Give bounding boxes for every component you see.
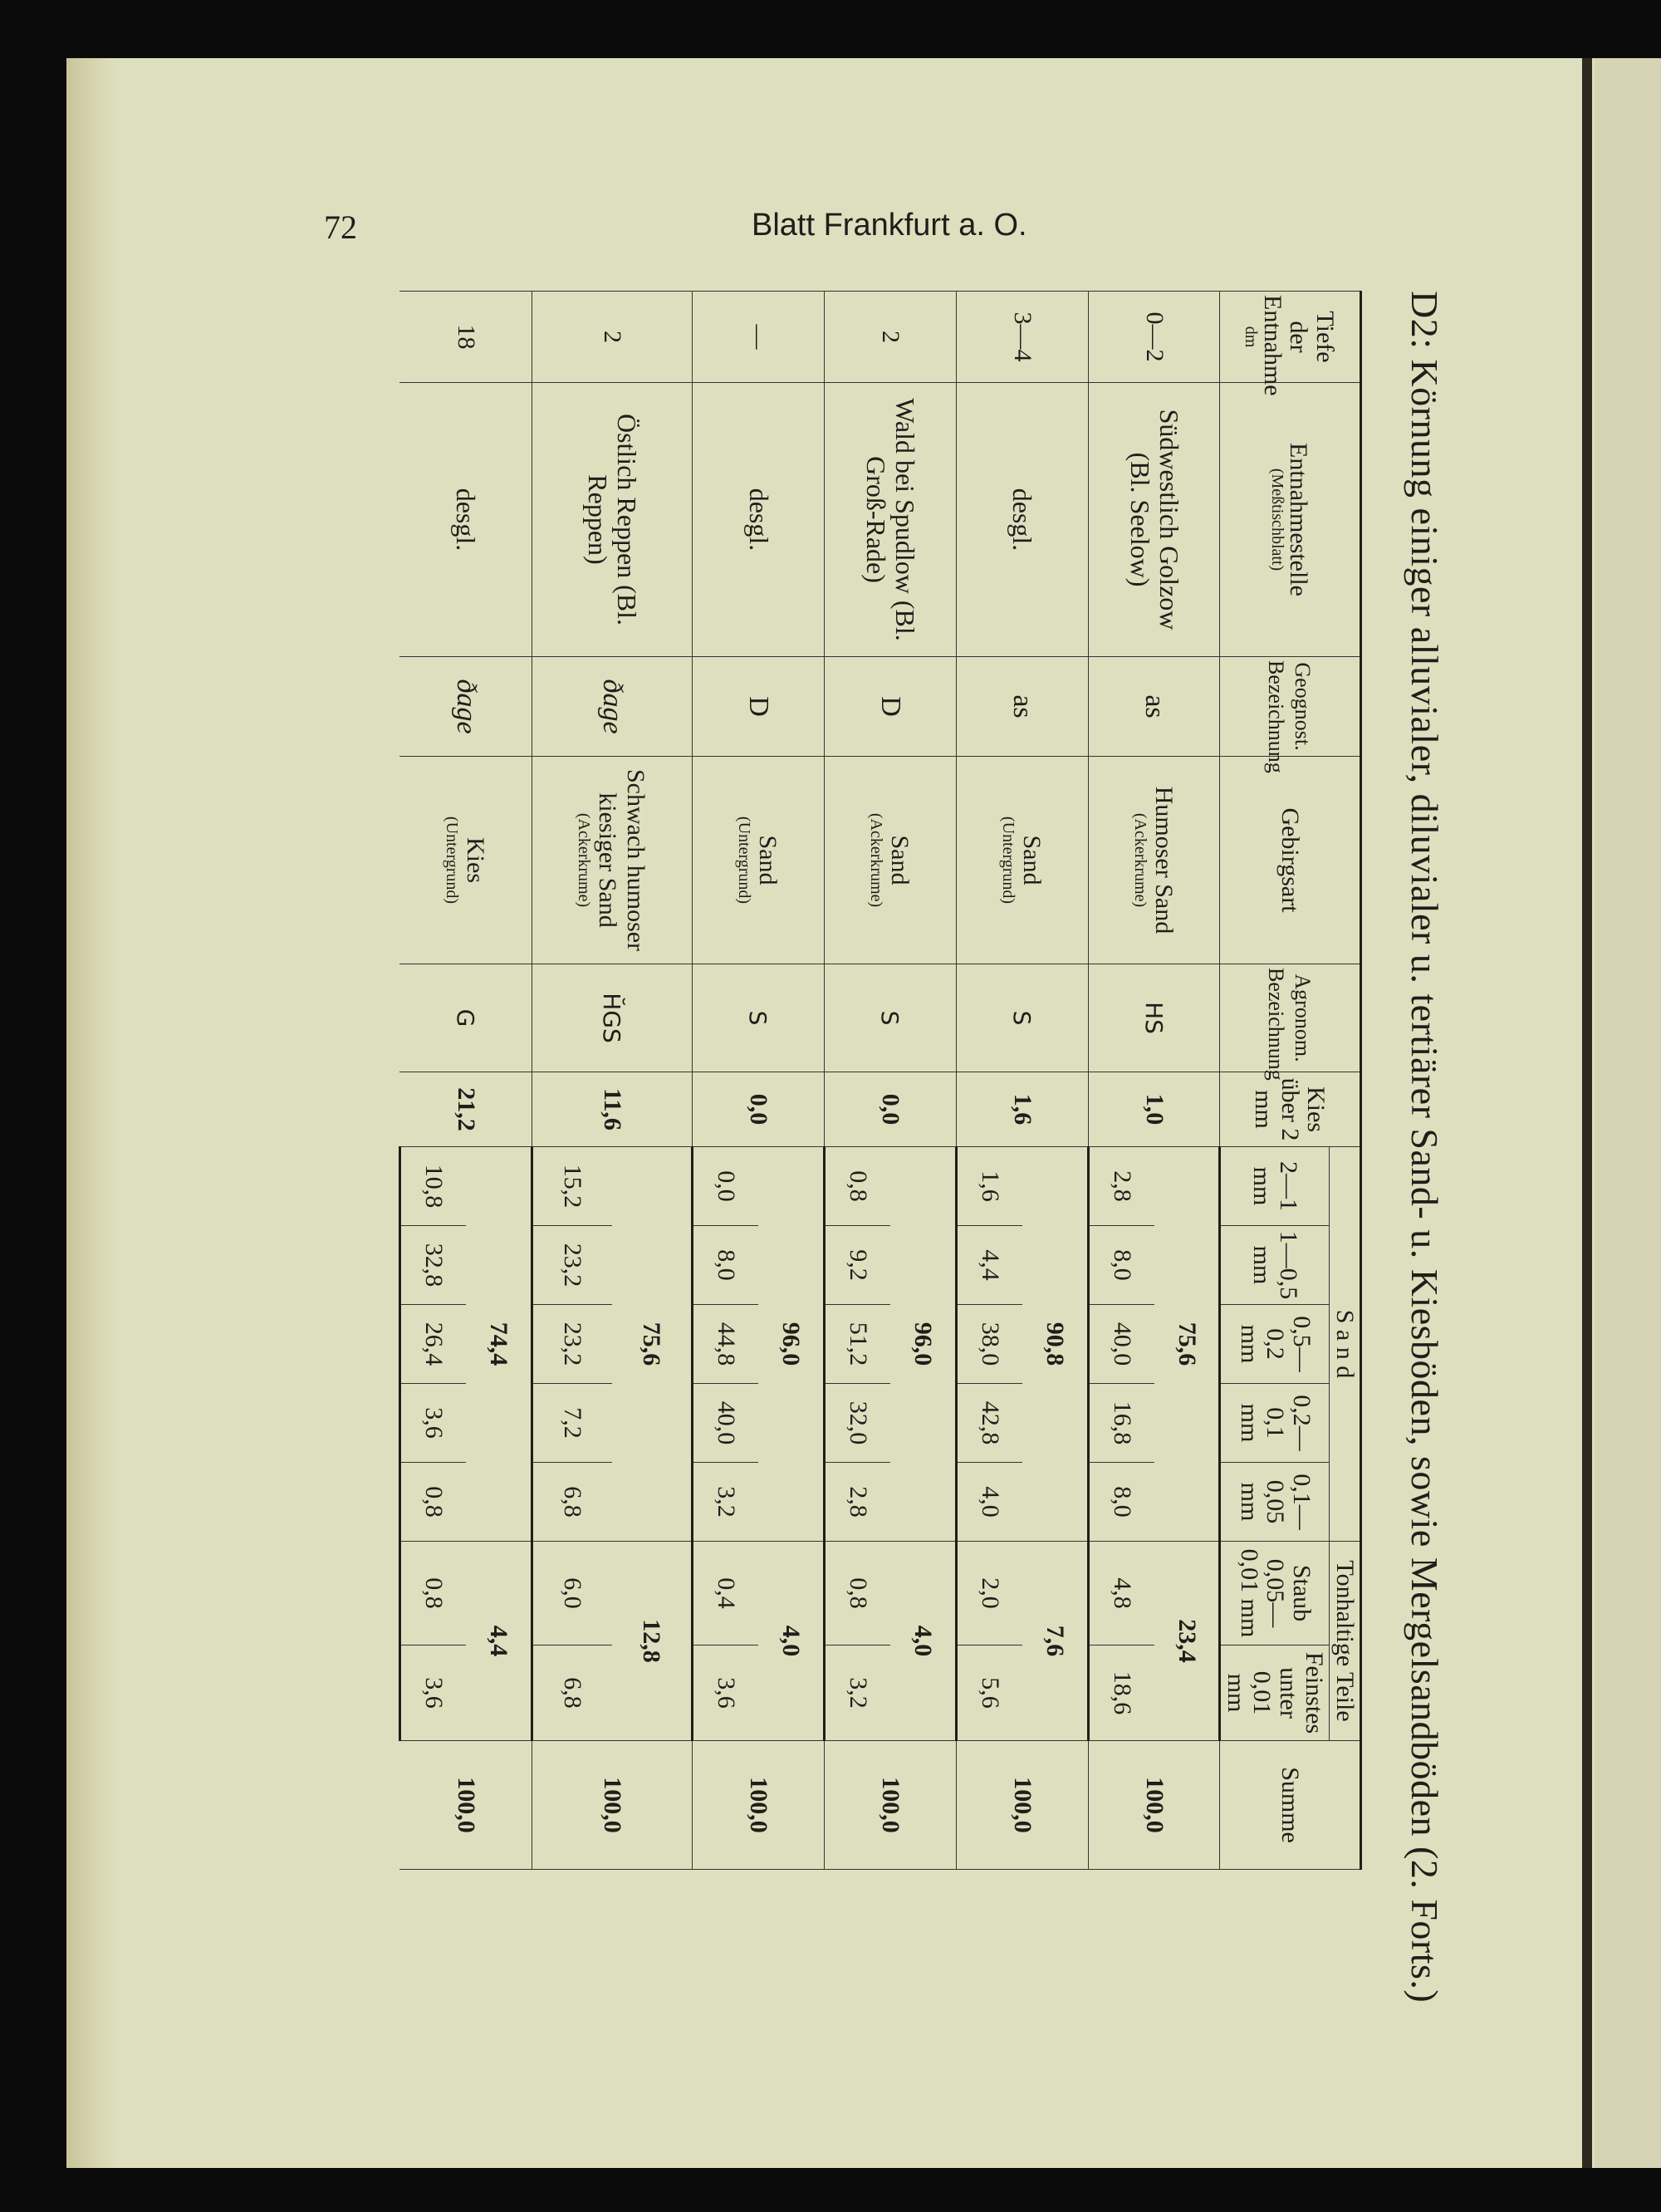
sand-cell: 51,2 (824, 1305, 889, 1384)
location-cell: Östlich Reppen (Bl. Reppen) (532, 383, 692, 657)
clay-total-cell: 4,0 (890, 1542, 956, 1741)
rock-cell: Kies (Untergrund) (400, 757, 532, 964)
location-cell: desgl. (693, 383, 825, 657)
sand-cell: 2,8 (1088, 1147, 1154, 1226)
geognost-cell: ðage (400, 657, 532, 757)
sand-cell: 3,2 (693, 1463, 758, 1542)
header-depth: Tiefe der Entnahme dm (1220, 292, 1361, 383)
sand-cell: 8,0 (1088, 1226, 1154, 1305)
rock-cell: Sand (Untergrund) (956, 757, 1088, 964)
depth-cell: 0—2 (1088, 292, 1220, 383)
sand-cell: 8,0 (693, 1226, 758, 1305)
depth-cell: 3—4 (956, 292, 1088, 383)
book-gutter (1582, 58, 1592, 2168)
clay-cell: 0,8 (824, 1542, 889, 1646)
sum-cell: 100,0 (956, 1741, 1088, 1870)
clay-total-cell: 23,4 (1154, 1542, 1220, 1741)
sand-total-cell: 96,0 (890, 1147, 956, 1542)
sand-total-cell: 75,6 (612, 1147, 693, 1542)
clay-cell: 0,4 (693, 1542, 758, 1646)
rock-cell: Schwach humoser kiesiger Sand (Ackerkrume) (532, 757, 692, 964)
clay-cell: 6,0 (532, 1542, 612, 1646)
clay-cell: 6,8 (532, 1646, 612, 1741)
header-sand-col: 0,2—0,1 mm (1220, 1384, 1330, 1463)
sand-cell: 42,8 (956, 1384, 1022, 1463)
sand-total-cell: 74,4 (466, 1147, 532, 1542)
sand-cell: 26,4 (400, 1305, 467, 1384)
sand-cell: 4,4 (956, 1226, 1022, 1305)
sum-cell: 100,0 (1088, 1741, 1220, 1870)
gravel-cell: 21,2 (400, 1072, 532, 1147)
sum-cell: 100,0 (400, 1741, 532, 1870)
clay-cell: 4,8 (1088, 1542, 1154, 1646)
geognost-cell: as (956, 657, 1088, 757)
sand-cell: 9,2 (824, 1226, 889, 1305)
geognost-cell: as (1088, 657, 1220, 757)
header-location: Entnahmestelle (Meßtischblatt) (1220, 383, 1361, 657)
gravel-cell: 0,0 (824, 1072, 956, 1147)
sum-cell: 100,0 (693, 1741, 825, 1870)
sand-cell: 0,0 (693, 1147, 758, 1226)
header-rock: Gebirgsart (1220, 757, 1361, 964)
agronom-cell: HS (1088, 964, 1220, 1072)
geognost-cell: D (693, 657, 825, 757)
sand-cell: 0,8 (400, 1463, 467, 1542)
page-edge (66, 58, 116, 2168)
header-clay-col: Staub 0,05—0,01 mm (1220, 1542, 1330, 1646)
sand-cell: 32,0 (824, 1384, 889, 1463)
rotated-table-area (382, 291, 1462, 2004)
sand-cell: 16,8 (1088, 1384, 1154, 1463)
header-clay-col: Feinstes unter 0,01 mm (1220, 1646, 1330, 1741)
sand-total-cell: 90,8 (1022, 1147, 1088, 1542)
sand-cell: 40,0 (1088, 1305, 1154, 1384)
sand-cell: 23,2 (532, 1226, 612, 1305)
header-geognost: Geognost. Bezeichnung (1220, 657, 1361, 757)
depth-cell: 18 (400, 292, 532, 383)
geognost-cell: ðage (532, 657, 692, 757)
header-sand-col: 0,5—0,2 mm (1220, 1305, 1330, 1384)
agronom-cell: G (400, 964, 532, 1072)
agronom-cell: S (956, 964, 1088, 1072)
location-cell: Wald bei Spudlow (Bl. Groß-Rade) (824, 383, 956, 657)
gravel-cell: 1,0 (1088, 1072, 1220, 1147)
geognost-cell: D (824, 657, 956, 757)
header-agronom: Agronom. Bezeichnung (1220, 964, 1361, 1072)
gravel-cell: 0,0 (693, 1072, 825, 1147)
clay-total-cell: 12,8 (612, 1542, 693, 1741)
sand-cell: 1,6 (956, 1147, 1022, 1226)
sand-cell: 3,6 (400, 1384, 467, 1463)
header-sum: Summe (1220, 1741, 1361, 1870)
depth-cell: 2 (824, 292, 956, 383)
table-row (890, 292, 956, 1870)
sand-cell: 32,8 (400, 1226, 467, 1305)
sand-cell: 7,2 (532, 1384, 612, 1463)
clay-cell: 0,8 (400, 1542, 467, 1646)
clay-cell: 3,2 (824, 1646, 889, 1741)
sand-total-cell: 75,6 (1154, 1147, 1220, 1542)
clay-cell: 2,0 (956, 1542, 1022, 1646)
sand-cell: 2,8 (824, 1463, 889, 1542)
clay-cell: 5,6 (956, 1646, 1022, 1741)
location-cell: Südwestlich Golzow (Bl. Seelow) (1088, 383, 1220, 657)
header-sand-col: 0,1—0,05 mm (1220, 1463, 1330, 1542)
agronom-cell: S (693, 964, 825, 1072)
header-sand: S a n d (1330, 1147, 1361, 1542)
agronom-cell: H̆GS (532, 964, 692, 1072)
sand-cell: 4,0 (956, 1463, 1022, 1542)
page-number: 72 (324, 208, 357, 246)
table-title: D2: Körnung einiger alluvialer, diluvialer u. tertiärer Sand- u. Kiesböden, sowie Mergelsandböden (2. Forts.) (1404, 291, 1446, 2004)
header-gravel: Kies über 2 mm (1220, 1072, 1361, 1147)
location-cell: desgl. (956, 383, 1088, 657)
clay-cell: 3,6 (693, 1646, 758, 1741)
clay-total-cell: 4,4 (466, 1542, 532, 1741)
sand-cell: 8,0 (1088, 1463, 1154, 1542)
sand-cell: 0,8 (824, 1147, 889, 1226)
sand-cell: 10,8 (400, 1147, 467, 1226)
clay-cell: 3,6 (400, 1646, 467, 1741)
sand-total-cell: 96,0 (758, 1147, 824, 1542)
sand-cell: 38,0 (956, 1305, 1022, 1384)
sand-cell: 40,0 (693, 1384, 758, 1463)
table-row (466, 292, 532, 1870)
running-head: Blatt Frankfurt a. O. (752, 208, 1027, 243)
gravel-cell: 1,6 (956, 1072, 1088, 1147)
gravel-cell: 11,6 (532, 1072, 692, 1147)
depth-cell: 2 (532, 292, 692, 383)
grain-size-table (399, 291, 1362, 1870)
sand-cell: 15,2 (532, 1147, 612, 1226)
agronom-cell: S (824, 964, 956, 1072)
header-sand-col: 2—1 mm (1220, 1147, 1330, 1226)
facing-page-edge (1595, 58, 1661, 2168)
clay-cell: 18,6 (1088, 1646, 1154, 1741)
table-row (758, 292, 824, 1870)
sum-cell: 100,0 (824, 1741, 956, 1870)
rock-cell: Sand (Untergrund) (693, 757, 825, 964)
header-clay: Tonhaltige Teile (1330, 1542, 1361, 1741)
rock-cell: Humoser Sand (Ackerkrume) (1088, 757, 1220, 964)
sand-cell: 6,8 (532, 1463, 612, 1542)
location-cell: desgl. (400, 383, 532, 657)
clay-total-cell: 4,0 (758, 1542, 824, 1741)
rock-cell: Sand (Ackerkrume) (824, 757, 956, 964)
clay-total-cell: 7,6 (1022, 1542, 1088, 1741)
table-row (612, 292, 693, 1870)
sum-cell: 100,0 (532, 1741, 692, 1870)
sand-cell: 44,8 (693, 1305, 758, 1384)
sand-cell: 23,2 (532, 1305, 612, 1384)
depth-cell: — (693, 292, 825, 383)
table-row (1022, 292, 1088, 1870)
table-row (1154, 292, 1220, 1870)
rotated-content (382, 291, 1462, 2004)
header-sand-col: 1—0,5 mm (1220, 1226, 1330, 1305)
